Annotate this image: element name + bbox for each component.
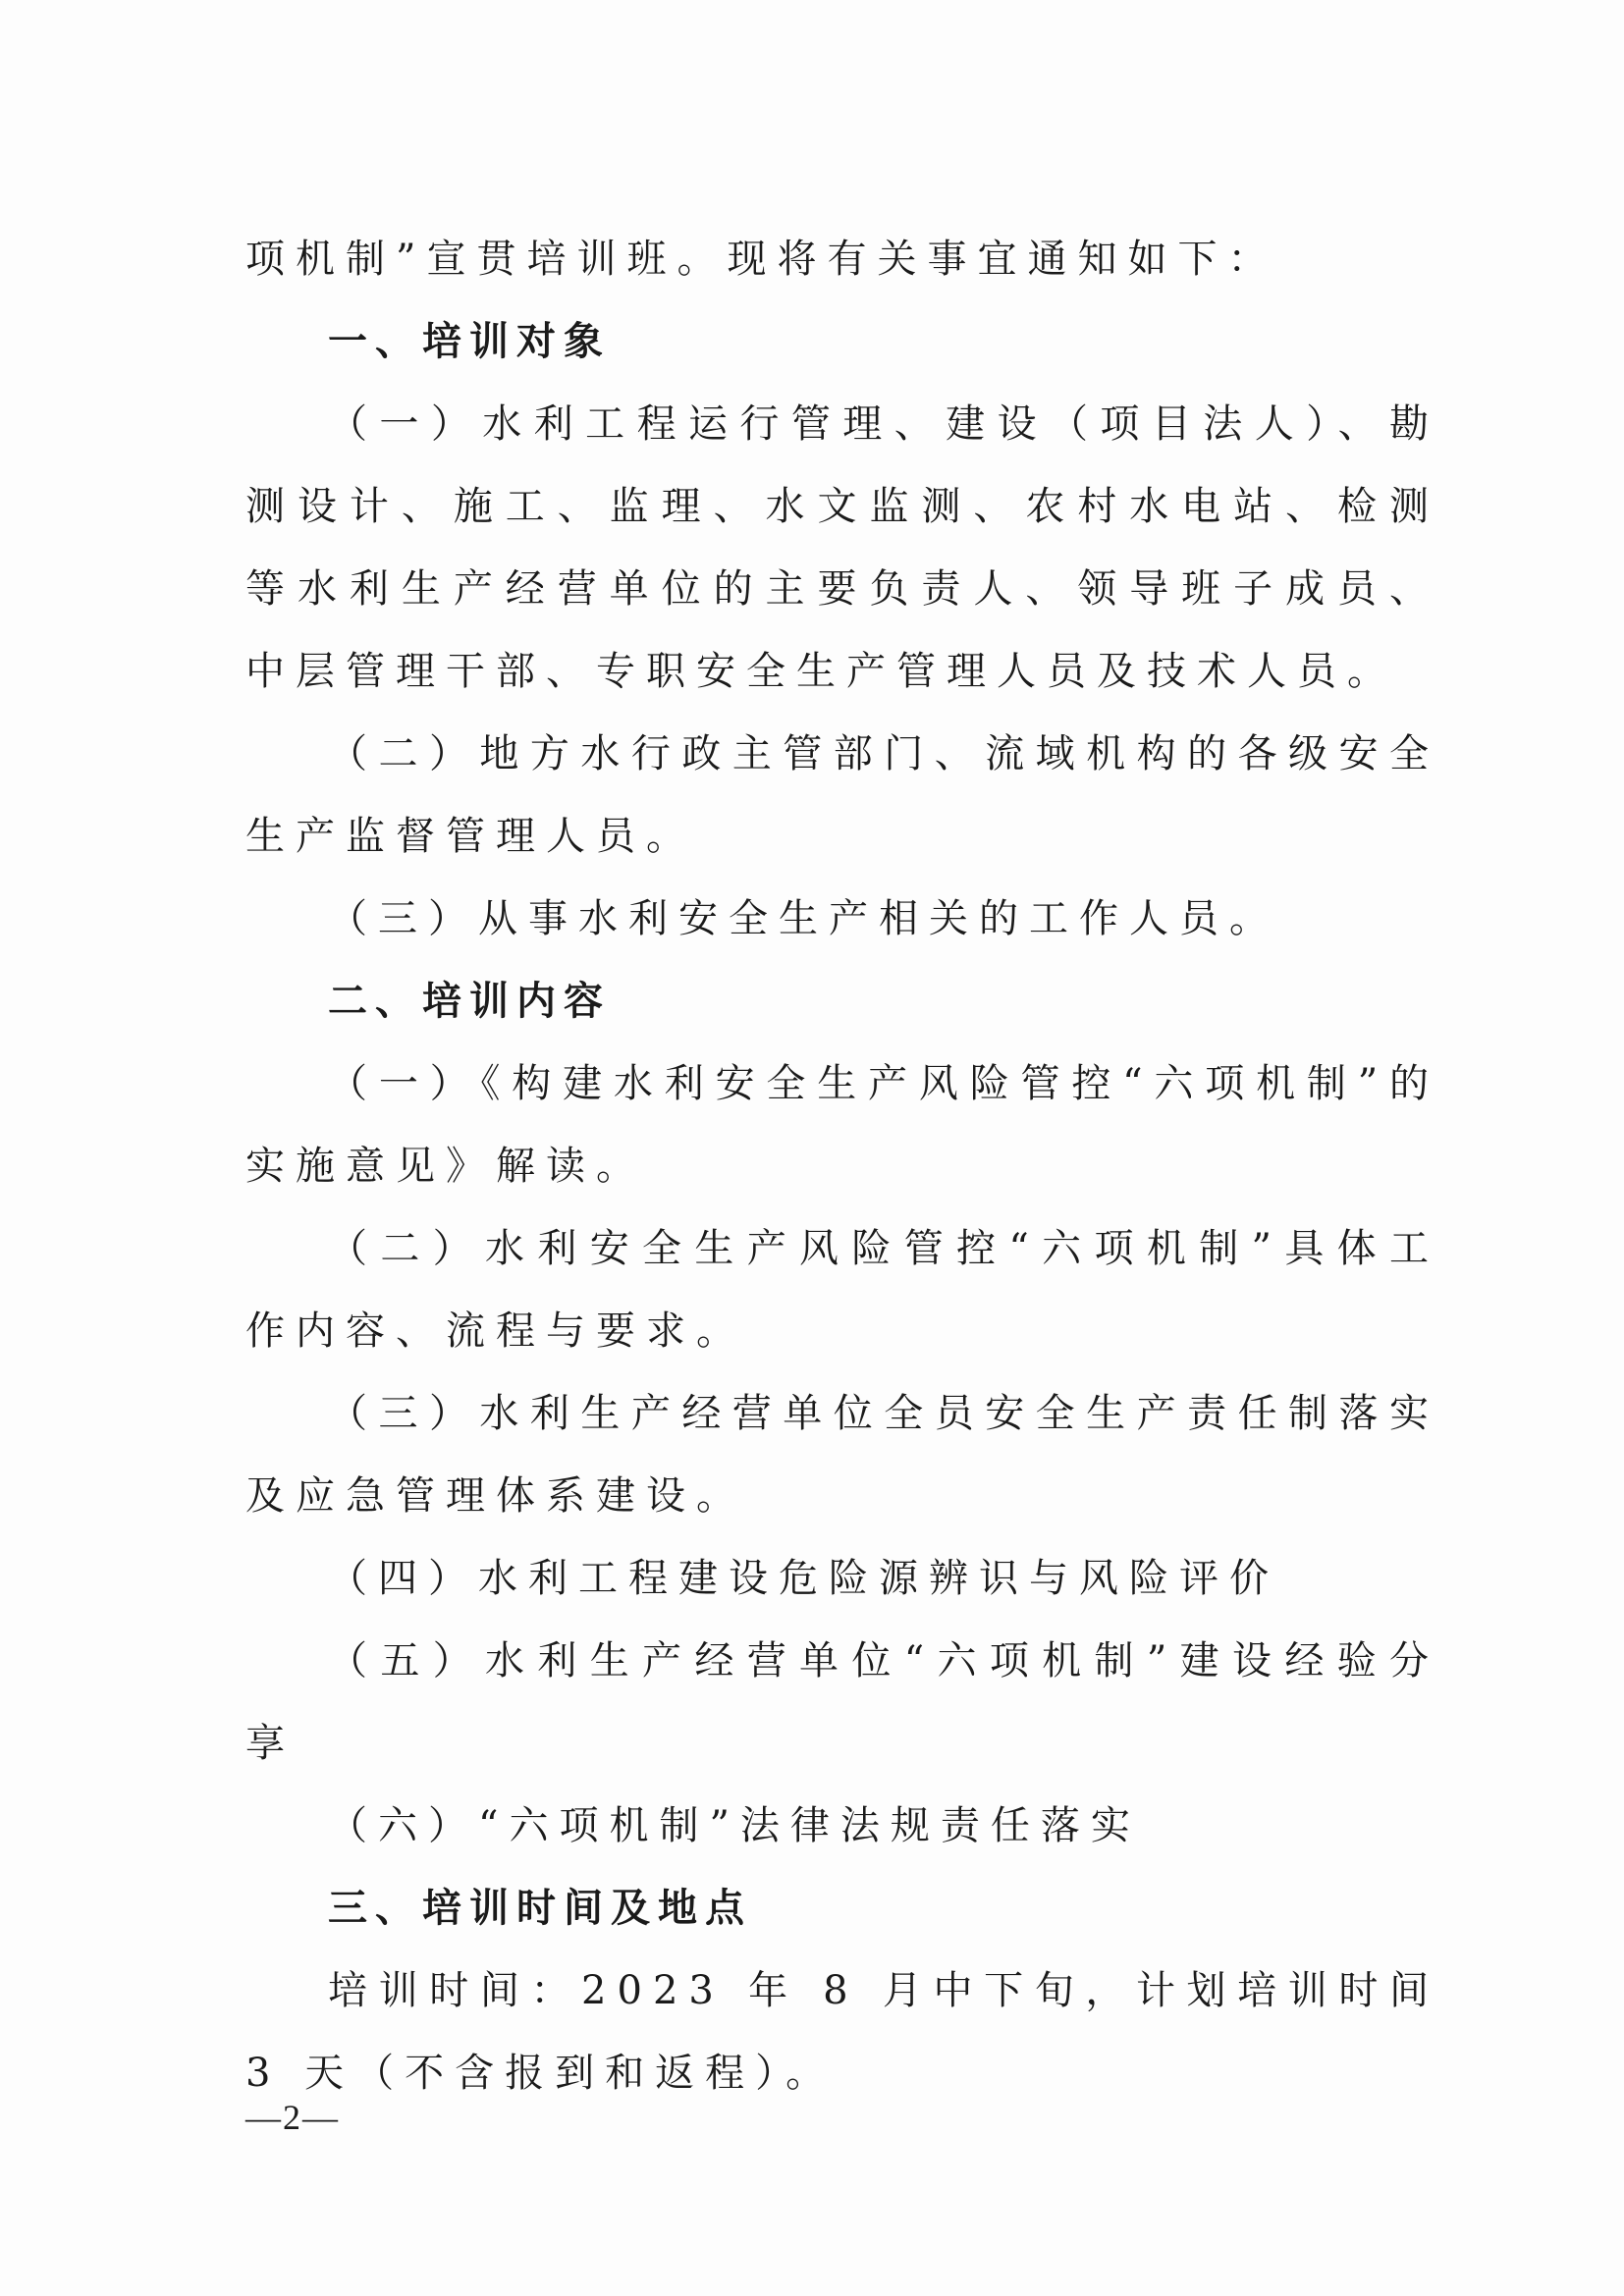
section-heading-training-targets: 一、培训对象 <box>328 319 611 364</box>
paragraph-target-1: （一）水利工程运行管理、建设（项目法人）、勘测设计、施工、监理、水文监测、农村水电站、检测等水利生产经营单位的主要负责人、领导班子成员、中层管理干部、专职安全生产管理人员及技术人员。 <box>245 401 1439 694</box>
document-body <box>245 218 1439 2114</box>
paragraph-content-5: （五）水利生产经营单位“六项机制”建设经验分享 <box>245 1638 1439 1766</box>
paragraph-training-time: 培训时间：2023 年 8 月中下旬，计划培训时间 3 天（不含报到和返程）。 <box>245 1968 1439 2096</box>
section-heading-time-and-location: 三、培训时间及地点 <box>328 1886 752 1931</box>
paragraph-content-4: （四）水利工程建设危险源辨识与风险评价 <box>328 1556 1279 1601</box>
paragraph-content-6: （六）“六项机制”法律法规责任落实 <box>328 1803 1141 1848</box>
page-number: —2— <box>245 2098 340 2137</box>
paragraph-content-2: （二）水利安全生产风险管控“六项机制”具体工作内容、流程与要求。 <box>245 1226 1439 1354</box>
paragraph-target-3: （三）从事水利安全生产相关的工作人员。 <box>328 896 1279 941</box>
paragraph-continuation: 项机制”宣贯培训班。现将有关事宜通知如下： <box>245 237 1278 282</box>
section-heading-training-content: 二、培训内容 <box>328 979 611 1024</box>
paragraph-content-1: （一）《构建水利安全生产风险管控“六项机制”的实施意见》解读。 <box>245 1061 1439 1189</box>
paragraph-content-3: （三）水利生产经营单位全员安全生产责任制落实及应急管理体系建设。 <box>245 1391 1439 1519</box>
paragraph-target-2: （二）地方水行政主管部门、流域机构的各级安全生产监督管理人员。 <box>245 731 1439 859</box>
